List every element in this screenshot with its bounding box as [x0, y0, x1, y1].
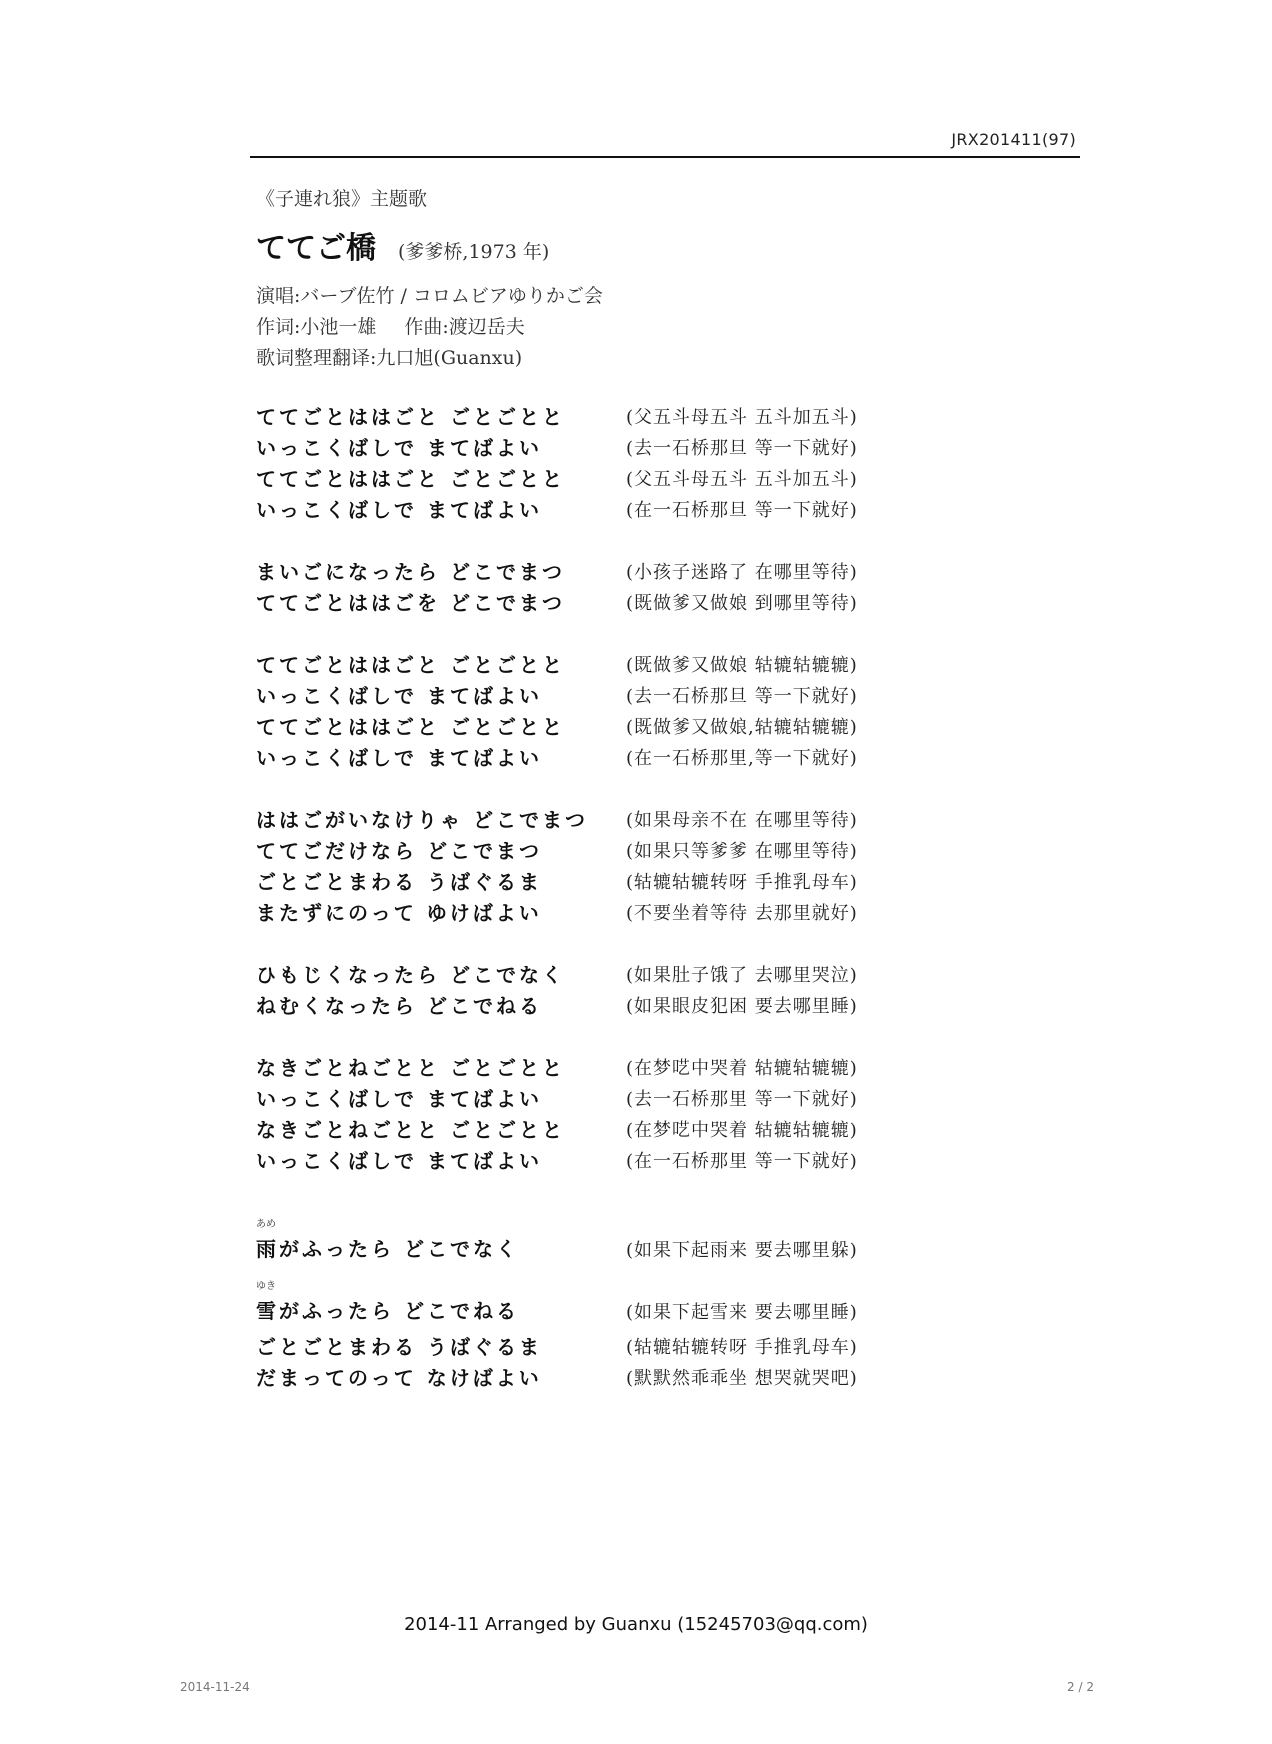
document-code: JRX201411(97) — [951, 130, 1076, 149]
japanese-lyric: いっこくばしで まてばよい — [256, 436, 542, 460]
lyric-line — [256, 989, 956, 1020]
lyrics — [256, 400, 956, 1392]
lyric-line — [256, 400, 956, 431]
japanese-lyric: ててごとははごと ごとごとと — [256, 405, 565, 429]
ruby-kanji-snow — [256, 1281, 279, 1324]
japanese-lyric: いっこくばしで まてばよい — [256, 746, 542, 770]
japanese-lyric: なきごとねごとと ごとごとと — [256, 1118, 565, 1142]
japanese-lyric — [256, 1219, 626, 1262]
lyric-line — [256, 1082, 956, 1113]
furigana-yuki: ゆき — [256, 1281, 276, 1292]
japanese-lyric: ててごとははごと ごとごとと — [256, 715, 565, 739]
japanese-lyric: ひもじくなったら どこでなく — [256, 963, 565, 987]
lyric-line-snow — [256, 1268, 956, 1330]
japanese-lyric: ははごがいなけりゃ どこでまつ — [256, 808, 588, 832]
composer-credit: 作曲:渡辺岳夫 — [404, 316, 525, 338]
ruby-kanji-rain — [256, 1219, 279, 1262]
lyric-rest: がふったら どこでねる — [279, 1299, 519, 1323]
song-subtitle: (爹爹桥,1973 年) — [398, 241, 550, 263]
stanza-7 — [256, 1206, 956, 1392]
lyric-line — [256, 741, 956, 772]
page-number: 2 / 2 — [1067, 1680, 1094, 1694]
header-rule — [250, 156, 1080, 158]
lyric-line — [256, 1051, 956, 1082]
lyric-line — [256, 834, 956, 865]
chinese-translation: (如果下起雪来 要去哪里睡) — [626, 1302, 858, 1323]
lyric-line — [256, 1361, 956, 1392]
lyric-line — [256, 710, 956, 741]
kanji-snow: 雪 — [256, 1299, 279, 1323]
chinese-translation: (在一石桥那里,等一下就好) — [626, 747, 858, 769]
japanese-lyric: いっこくばしで まてばよい — [256, 1087, 542, 1111]
series-caption: 《子連れ狼》主题歌 — [256, 188, 428, 210]
chinese-translation: (如果眼皮犯困 要去哪里睡) — [626, 995, 858, 1017]
lyric-line — [256, 648, 956, 679]
chinese-translation: (轱辘轱辘转呀 手推乳母车) — [626, 871, 858, 893]
print-date: 2014-11-24 — [180, 1680, 250, 1694]
lyric-line — [256, 586, 956, 617]
stanza-5 — [256, 958, 956, 1020]
japanese-lyric: いっこくばしで まてばよい — [256, 684, 542, 708]
footer-credit: 2014-11 Arranged by Guanxu (15245703@qq.com) — [404, 1614, 868, 1635]
japanese-lyric: まいごになったら どこでまつ — [256, 560, 565, 584]
stanza-2 — [256, 555, 956, 617]
writer-credits — [256, 312, 956, 343]
chinese-translation: (在梦呓中哭着 轱辘轱辘辘) — [626, 1057, 858, 1079]
chinese-translation: (既做爹又做娘,轱辘轱辘辘) — [626, 716, 858, 738]
stanza-4 — [256, 803, 956, 927]
japanese-lyric — [256, 1281, 626, 1324]
lyric-line — [256, 803, 956, 834]
japanese-lyric: ててごとははごと ごとごとと — [256, 653, 565, 677]
title-row — [256, 223, 956, 267]
singer-credit: 演唱:バーブ佐竹 / コロムビアゆりかご会 — [256, 285, 603, 307]
japanese-lyric: ててごとははごを どこでまつ — [256, 591, 565, 615]
chinese-translation: (既做爹又做娘 到哪里等待) — [626, 592, 858, 614]
chinese-translation: (如果下起雨来 要去哪里躲) — [626, 1240, 858, 1261]
lyric-line — [256, 1113, 956, 1144]
chinese-translation: (不要坐着等待 去那里就好) — [626, 902, 858, 924]
chinese-translation: (如果肚子饿了 去哪里哭泣) — [626, 964, 858, 986]
arranger-credit: 歌词整理翻译:九口旭(Guanxu) — [256, 347, 523, 369]
lyric-line — [256, 431, 956, 462]
lyric-line — [256, 1330, 956, 1361]
lyric-line — [256, 493, 956, 524]
japanese-lyric: だまってのって なけばよい — [256, 1366, 542, 1390]
chinese-translation: (父五斗母五斗 五斗加五斗) — [626, 406, 858, 428]
lyric-line — [256, 865, 956, 896]
japanese-lyric: いっこくばしで まてばよい — [256, 1149, 542, 1173]
chinese-translation: (在一石桥那旦 等一下就好) — [626, 499, 858, 521]
chinese-translation: (去一石桥那旦 等一下就好) — [626, 685, 858, 707]
stanza-3 — [256, 648, 956, 772]
chinese-translation: (小孩子迷路了 在哪里等待) — [626, 561, 858, 583]
japanese-lyric: なきごとねごとと ごとごとと — [256, 1056, 565, 1080]
japanese-lyric: またずにのって ゆけばよい — [256, 901, 542, 925]
lyric-line — [256, 679, 956, 710]
lyricist-credit: 作词:小池一雄 — [256, 316, 377, 338]
japanese-lyric: ねむくなったら どこでねる — [256, 994, 542, 1018]
chinese-translation: (默默然乖乖坐 想哭就哭吧) — [626, 1367, 858, 1389]
chinese-translation: (如果只等爹爹 在哪里等待) — [626, 840, 858, 862]
song-sheet — [256, 184, 956, 1423]
japanese-lyric: ててごとははごと ごとごとと — [256, 467, 565, 491]
lyric-rest: がふったら どこでなく — [279, 1237, 519, 1261]
stanza-6 — [256, 1051, 956, 1175]
lyric-line — [256, 555, 956, 586]
lyric-line — [256, 958, 956, 989]
japanese-lyric: ごとごとまわる うばぐるま — [256, 870, 542, 894]
lyric-line — [256, 462, 956, 493]
chinese-translation: (去一石桥那里 等一下就好) — [626, 1088, 858, 1110]
lyric-line-rain — [256, 1206, 956, 1268]
song-title: ててご橋 — [256, 231, 376, 266]
chinese-translation: (在一石桥那里 等一下就好) — [626, 1150, 858, 1172]
chinese-translation: (轱辘轱辘转呀 手推乳母车) — [626, 1336, 858, 1358]
chinese-translation: (在梦呓中哭着 轱辘轱辘辘) — [626, 1119, 858, 1141]
chinese-translation: (既做爹又做娘 轱辘轱辘辘) — [626, 654, 858, 676]
lyric-line — [256, 1144, 956, 1175]
lyric-line — [256, 896, 956, 927]
chinese-translation: (父五斗母五斗 五斗加五斗) — [626, 468, 858, 490]
chinese-translation: (如果母亲不在 在哪里等待) — [626, 809, 858, 831]
japanese-lyric: ててごだけなら どこでまつ — [256, 839, 542, 863]
japanese-lyric: ごとごとまわる うばぐるま — [256, 1335, 542, 1359]
furigana-ame: あめ — [256, 1219, 276, 1230]
kanji-rain: 雨 — [256, 1237, 279, 1261]
chinese-translation: (去一石桥那旦 等一下就好) — [626, 437, 858, 459]
stanza-1 — [256, 400, 956, 524]
japanese-lyric: いっこくばしで まてばよい — [256, 498, 542, 522]
